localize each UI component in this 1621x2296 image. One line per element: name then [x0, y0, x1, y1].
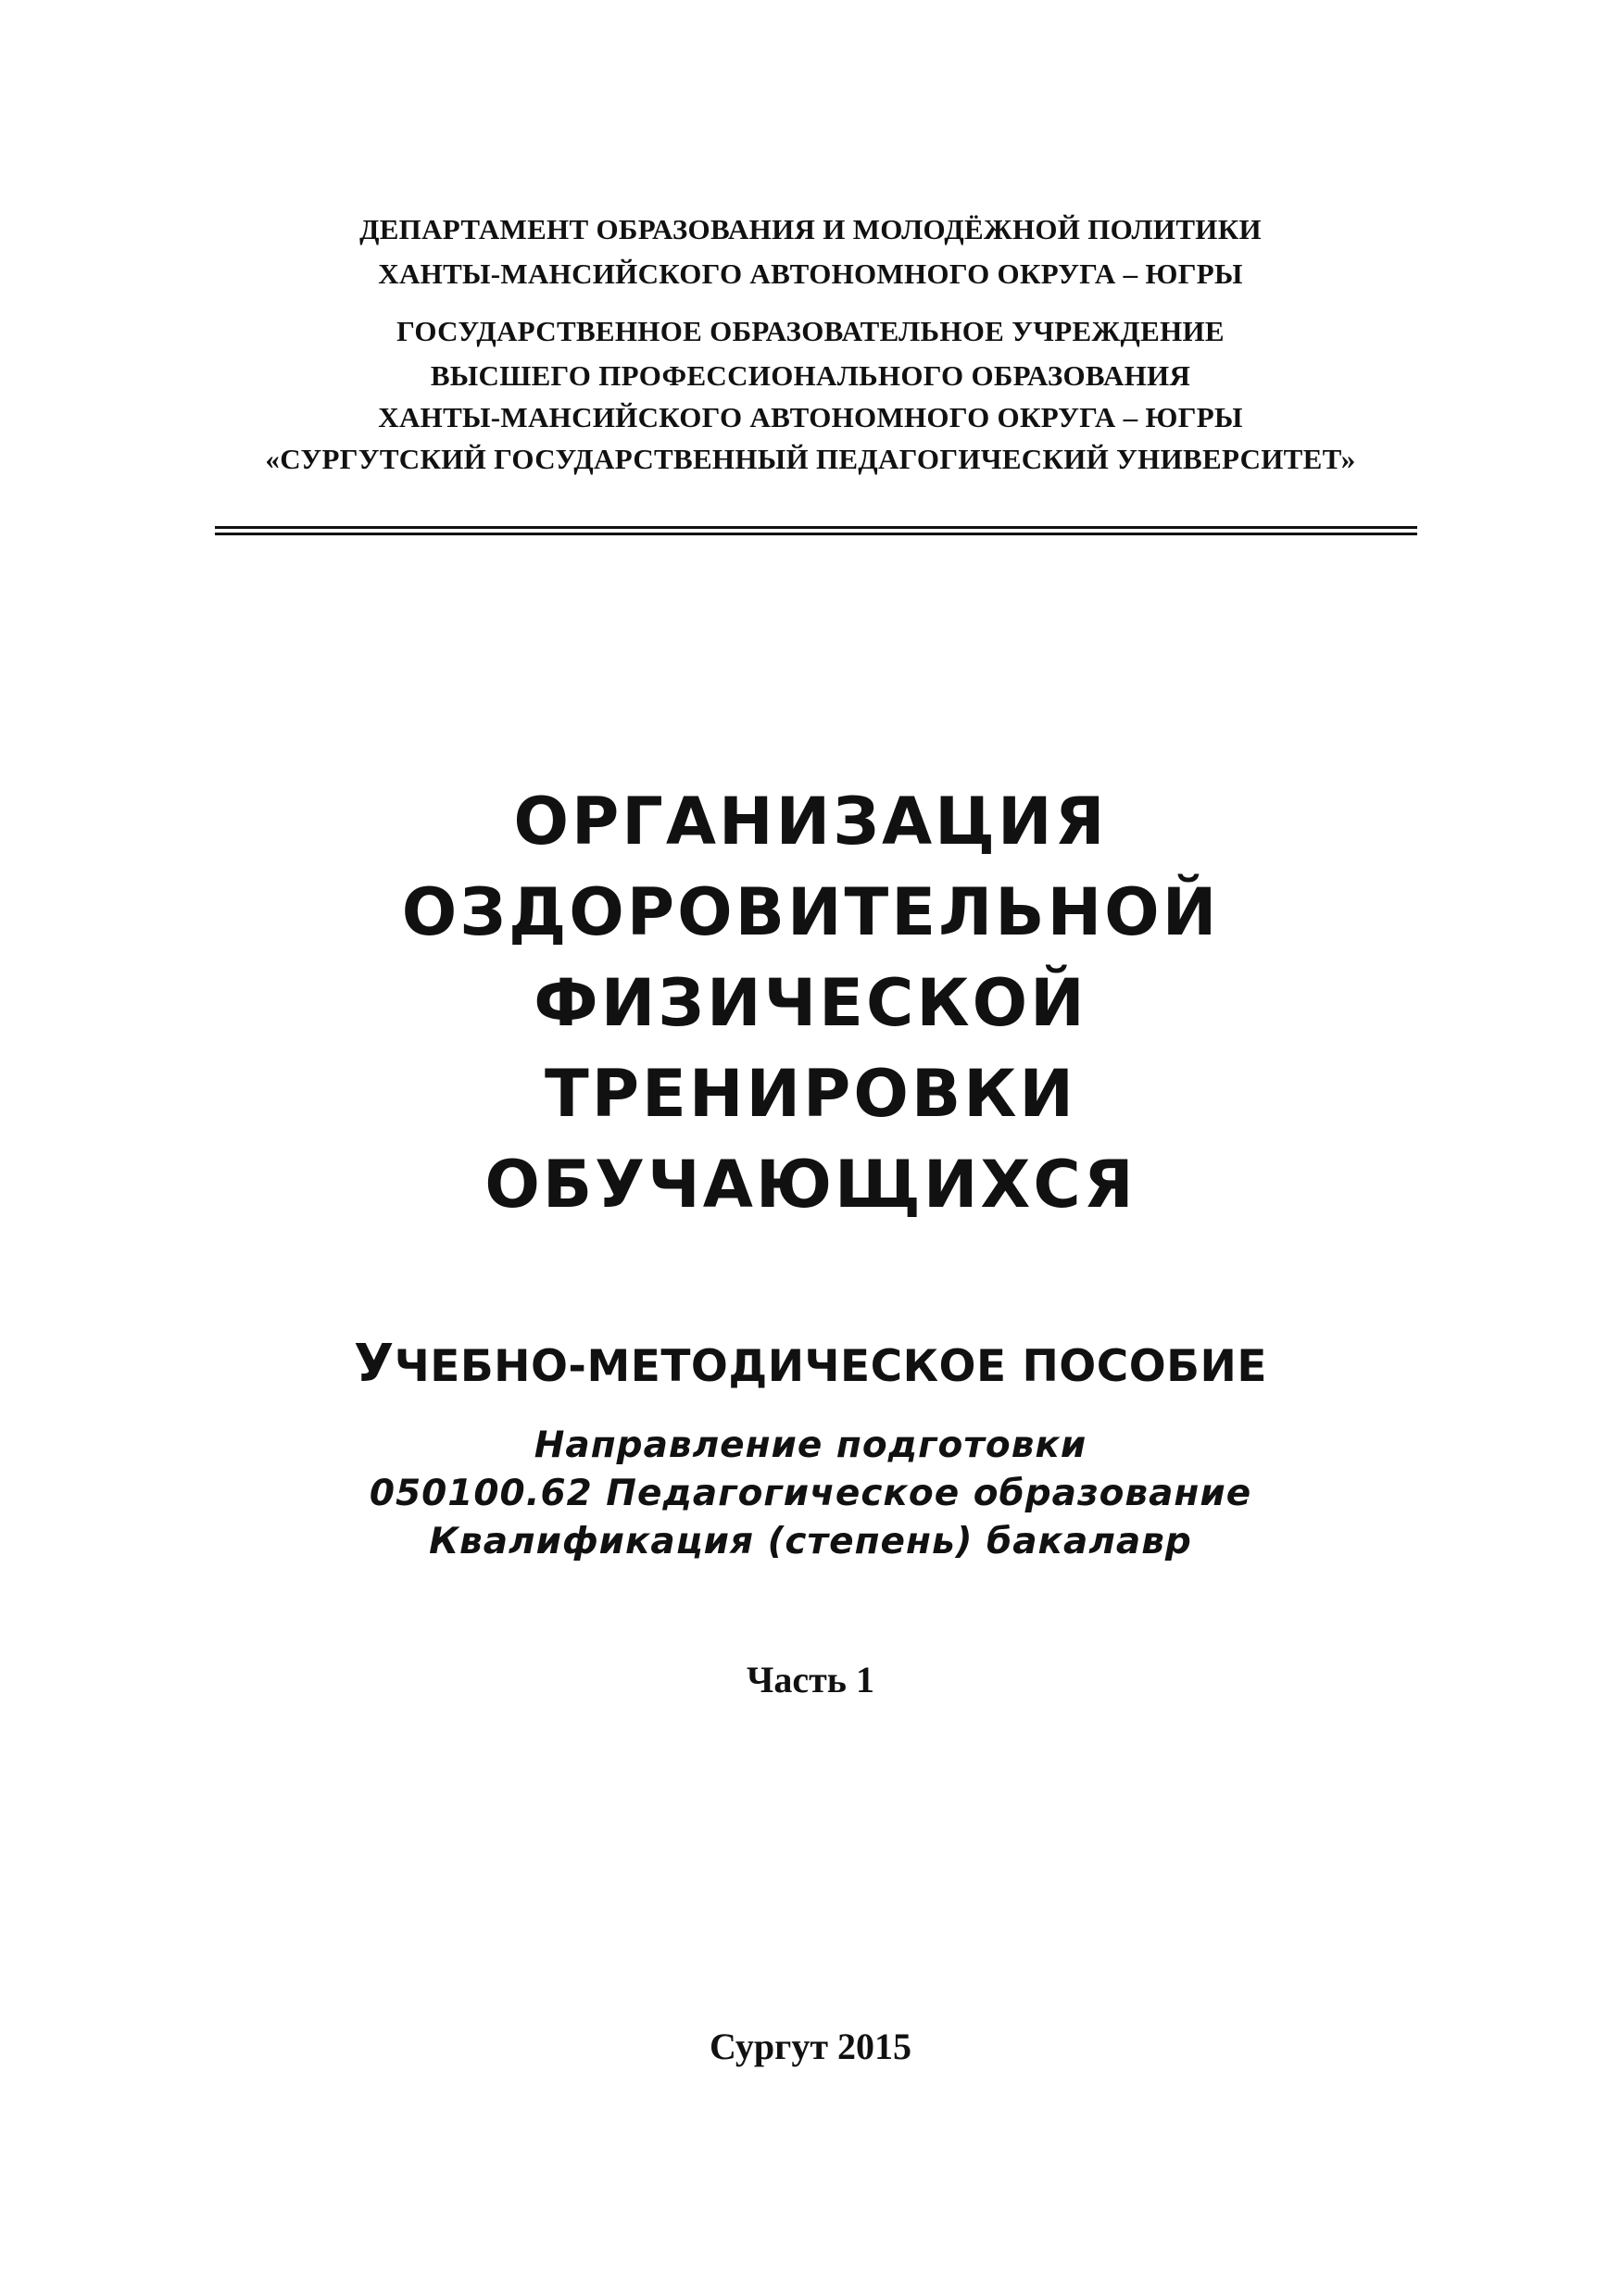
institution-line-2: ВЫСШЕГО ПРОФЕССИОНАЛЬНОГО ОБРАЗОВАНИЯ — [430, 359, 1191, 392]
qualification: Квалификация (степень) бакалавр — [429, 1521, 1192, 1562]
institution-line-3: ХАНТЫ-МАНСИЙСКОГО АВТОНОМНОГО ОКРУГА – ЮГРЫ — [378, 401, 1243, 433]
department-line-2: ХАНТЫ-МАНСИЙСКОГО АВТОНОМНОГО ОКРУГА – ЮГРЫ — [378, 257, 1243, 290]
program-direction: Направление подготовки — [534, 1424, 1087, 1466]
department-line-1: ДЕПАРТАМЕНТ ОБРАЗОВАНИЯ И МОЛОДЁЖНОЙ ПОЛИТИКИ — [359, 213, 1262, 245]
header-double-rule — [215, 526, 1417, 535]
rule-top — [215, 526, 1417, 529]
title-line-4: ТРЕНИРОВКИ — [544, 1056, 1076, 1132]
institution-line-1: ГОСУДАРСТВЕННОЕ ОБРАЗОВАТЕЛЬНОЕ УЧРЕЖДЕНИЕ — [396, 315, 1225, 347]
title-line-3: ФИЗИЧЕСКОЙ — [534, 965, 1087, 1041]
title-line-5: ОБУЧАЮЩИХСЯ — [484, 1147, 1137, 1223]
title-line-2: ОЗДОРОВИТЕЛЬНОЙ — [401, 874, 1220, 950]
title-line-1: ОРГАНИЗАЦИЯ — [513, 784, 1108, 859]
document-type — [0, 1334, 1621, 1394]
program-code: 050100.62 Педагогическое образование — [369, 1473, 1252, 1514]
document-type-initial: У — [354, 1334, 395, 1394]
document-type-rest: ЧЕБНО-МЕТОДИЧЕСКОЕ ПОСОБИЕ — [394, 1341, 1267, 1392]
part-number: Часть 1 — [747, 1659, 874, 1700]
rule-bottom — [215, 533, 1417, 535]
city-year: Сургут 2015 — [710, 2026, 911, 2067]
institution-line-4: «СУРГУТСКИЙ ГОСУДАРСТВЕННЫЙ ПЕДАГОГИЧЕСКИЙ УНИВЕРСИТЕТ» — [265, 443, 1356, 475]
